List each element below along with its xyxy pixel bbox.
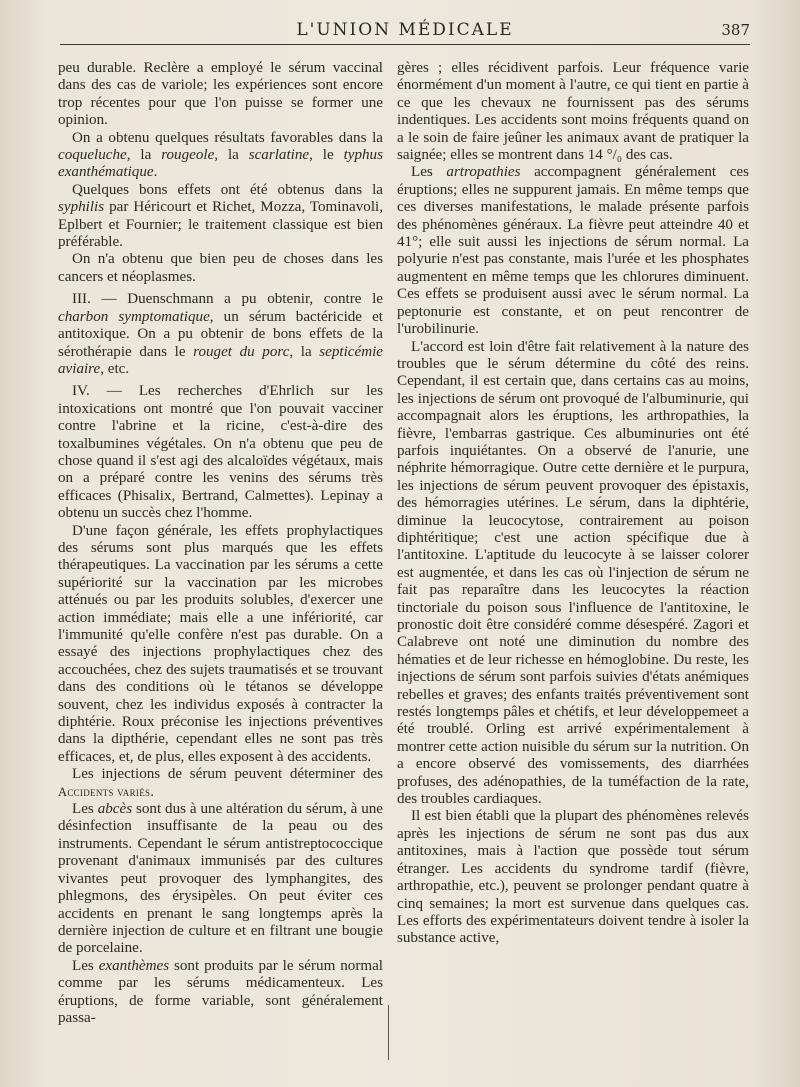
paragraph-cancers: On n'a obtenu que bien peu de choses dans les cancers et néoplasmes. [58,251,383,285]
paragraph-abscesses: Les abcès sont dus à une altération du sérum, à une désinfection insuffisante de la peau ou des instruments. Cependant le sérum antistreptococcique provenant d'animaux immunisés par des cultures vivantes peut provoquer des lymphangites, des phlegmons, des érysipèles. On peut éviter ces accidents en prenant le sang longtemps après la dernière injection de culture et en filtrant une bougie de porcelaine. [58,801,383,957]
paragraph-arthropathies: Les artropathies accompagnent généralement ces éruptions; elles ne suppurent jamais. En même temps que ces diverses manifestations, le malade présente parfois des phénomènes généraux. La fièvre peut atteindre 40 et 41°; elle suit aussi les injections de sérum normal. La polyurie n'est pas constante, mais l'urée et les phosphates augmentent en même temps que les chlorures diminuent. Ces effets se produisent aussi avec le sérum normal. La peptonurie est constante, et on peut rencontrer de l'urobilinurie. [397,164,749,338]
journal-title: L'UNION MÉDICALE [296,20,514,40]
page-number: 387 [721,21,750,39]
paragraph-accidents-intro: Les injections de sérum peuvent déterminer des Accidents variés. [58,766,383,800]
paragraph-kidney-troubles: L'accord est loin d'être fait relativement à la nature des troubles que le sérum détermine du côté des reins. Cependant, il est certain que, dans certains cas au moins, les injections de sérum ont provoqué de l'albuminurie, qui accompagnait alors les éruptions, les arthropathies, la fièvre, l'embarras gastrique. Ces albuminuries ont été parfois inquiétantes. On a observé de l'anurie, une néphrite hémorragique. Outre cette dernière et le purpura, les injections de sérum peuvent provoquer des épistaxis, des hémorragies utérines. Le sérum, dans la diphtérie, diminue la leucocytose, contrairement au poison diphtéritique; c'est une action spécifique due à l'antitoxine. L'aptitude du leucocyte à se laisser colorer est augmentée, et dans les cas où l'injection de sérum ne fait pas reparaître dans les leucocytes la réaction tinctoriale du poison sous l'influence de l'antitoxine, le pronostic doit être considéré comme désespéré. Zagori et Calabreve ont noté une diminution du nombre des hématies et de leur richesse en hémoglobine. Du reste, les injections de sérum sont parfois suivies d'états anémiques rebelles et graves; des enfants traités préventivement sont restés longtemps pâles et chétifs, et leur développemeet a été troublé. Orling est arrivé expérimentalement à montrer cette action nuisible du sérum sur la nutrition. On a encore observé des vomissements, des diarrhées profuses, des adénopathies, de la tuméfaction de la rate, des troubles cardiaques. [397,338,749,808]
paragraph-eruptions: gères ; elles récidivent parfois. Leur fréquence varie énormément d'un moment à l'autre, ce qui tient en partie à ce que les chevaux ne fournissent pas des sérums indentiques. Les accidents sont moins fréquents quand on a le soin de faire jeûner les animaux avant de pratiquer la saignée; elles se montrent dans 14 °/₀ des cas. [397,60,749,164]
paragraph-antitoxins: Il est bien établi que la plupart des phénomènes relevés après les injections de sérum ne sont pas dus aux antitoxines, mais à l'action que possède tout sérum étranger. Les accidents du syndrome tardif (fièvre, arthropathie, etc.), peuvent se prolonger pendant quatre à cinq semaines; la mort est survenue dans quelques cas. Les efforts des expérimentateurs doivent tendre à isoler la substance active, [397,808,749,947]
section-iv: IV. — Les recherches d'Ehrlich sur les intoxications ont montré que l'on pouvait vacciner contre l'abrine et la ricine, c'est-à-dire des toxalbumines végétales. On n'a obtenu que peu de chose quand il s'est agi des alcaloïdes végétaux, mais on a préparé contre les venins des sérums très efficaces (Phisalix, Bertrand, Calmettes). Lepinay a obtenu un succès chez l'homme. [58,383,383,522]
paragraph-prophylactic-effects: D'une façon générale, les effets prophylactiques des sérums sont plus marqués que les effets thérapeutiques. La vaccination par les sérums a cette supériorité sur la vaccination par les microbes atténués ou par les produits solubles, d'exercer une action immédiate; mais elle a une infériorité, car l'immunité qu'elle confère n'est pas durable. On a essayé des injections prophylactiques chez des accouchées, chez des sujets traumatisés et se trouvant dans des conditions où le tétanos se développe souvent, chez les individus exposés à contracter la diphtérie. Roux préconise les injections préventives dans la dipthérie, cependant elles ne sont pas très efficaces, et, de plus, elles exposent à des accidents. [58,522,383,765]
paragraph-syphilis: Quelques bons effets ont été obtenus dans la syphilis par Héricourt et Richet, Mozza, Tominavoli, Eplbert et Fournier; le traitement classique est bien préférable. [58,181,383,251]
running-header [60,18,750,45]
right-column [397,60,749,948]
paragraph-vaccinal-serum: peu durable. Reclère a employé le sérum vaccinal dans des cas de variole; les expériences sont encore trop récentes pour que l'on puisse se former une opinion. [58,60,383,129]
section-iii: III. — Duenschmann a pu obtenir, contre le charbon symptomatique, un sérum bactéricide et antitoxique. On a pu obtenir de bons effets de la sérothérapie dans le rouget du porc, la septicémie aviaire, etc. [58,291,383,377]
paragraph-exanthemes: Les exanthèmes sont produits par le sérum normal comme par les sérums médicamenteux. Les éruptions, de forme variable, sont généralement passa- [58,957,383,1026]
paragraph-favorable-results: On a obtenu quelques résultats favorables dans la coqueluche, la rougeole, la scarlatine, le typhus exanthématique. [58,129,383,181]
column-divider [388,1005,389,1060]
left-column [58,60,383,1027]
